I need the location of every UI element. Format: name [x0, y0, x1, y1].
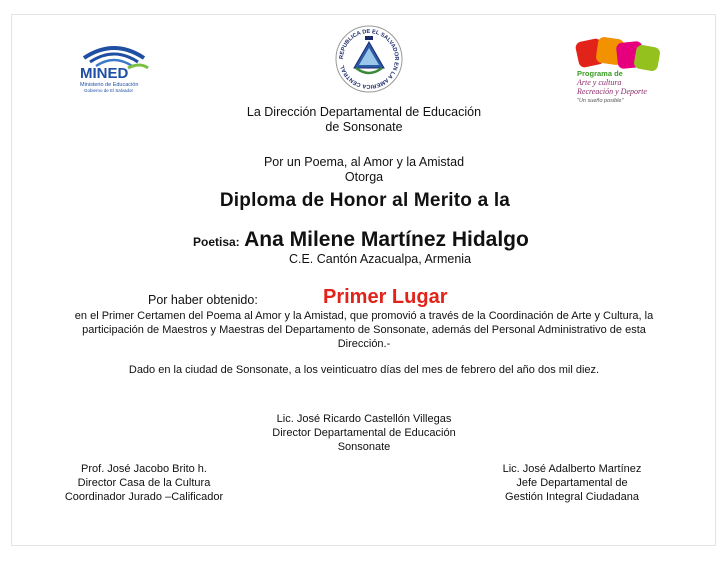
- signature-right-name: Lic. José Adalberto Martínez: [502, 463, 642, 475]
- signature-center-role: Director Departamental de Educación: [272, 427, 456, 439]
- signature-center: [234, 412, 494, 454]
- signature-right-role: Jefe Departamental de: [516, 477, 628, 489]
- award-label: Por haber obtenido:: [148, 293, 258, 307]
- mined-logo-line2: Gobierno de El Salvador: [84, 88, 134, 93]
- diploma-title: Diploma de Honor al Merito a la: [219, 190, 511, 211]
- award-place: Primer Lugar: [323, 286, 448, 308]
- programa-line4: "Un sueño posible": [577, 98, 624, 104]
- signature-center-place: Sonsonate: [337, 441, 391, 453]
- programa-line2: Arte y cultura: [577, 78, 622, 87]
- seal-text: REPUBLICA DE EL SALVADOR EN LA AMERICA CENTRAL: [338, 28, 400, 90]
- signature-left-role2: Coordinador Jurado –Calificador: [64, 491, 224, 503]
- mined-logo-graphic: [78, 38, 150, 94]
- header-line-3: Por un Poema, al Amor y la Amistad: [263, 155, 465, 169]
- signature-left-role: Director Casa de la Cultura: [77, 477, 211, 489]
- recipient-line: [193, 228, 529, 252]
- national-seal: [334, 24, 404, 94]
- date-line: Dado en la ciudad de Sonsonate, a los veinticuatro días del mes de febrero del año dos mil diez.: [128, 364, 600, 376]
- signature-right: [472, 462, 672, 504]
- body-text-line-1: en el Primer Certamen del Poema al Amor y la Amistad, que promovió a través de la Coordinación de Arte y Cultura, la: [74, 310, 654, 322]
- programa-line1: Programa de: [577, 69, 623, 78]
- recipient-school: C.E. Cantón Azacualpa, Armenia: [288, 252, 472, 266]
- recipient-name: Ana Milene Martínez Hidalgo: [244, 228, 529, 251]
- programa-logo: [575, 34, 675, 104]
- header-line-1: La Dirección Departamental de Educación: [246, 105, 482, 119]
- body-text-line-2: participación de Maestros y Maestras del Departamento de Sonsonate, además del Personal Administrativo de esta: [82, 324, 646, 336]
- signature-center-name: Lic. José Ricardo Castellón Villegas: [276, 413, 452, 425]
- programa-logo-graphic: [575, 34, 675, 104]
- signature-left: [44, 462, 244, 504]
- seal-graphic: [334, 24, 404, 94]
- signature-left-name: Prof. José Jacobo Brito h.: [81, 463, 207, 475]
- mined-logo-title: MINED: [80, 65, 129, 82]
- body-text-line-3: Dirección.-: [337, 338, 391, 350]
- signature-right-role2: Gestión Integral Ciudadana: [505, 491, 639, 503]
- mined-logo: [78, 38, 150, 94]
- recipient-label: Poetisa:: [193, 235, 240, 249]
- programa-line3: Recreación y Deporte: [577, 87, 647, 96]
- header-line-4: Otorga: [344, 170, 384, 184]
- mined-logo-line1: Ministerio de Educación: [80, 82, 139, 88]
- header-line-2: de Sonsonate: [325, 120, 403, 134]
